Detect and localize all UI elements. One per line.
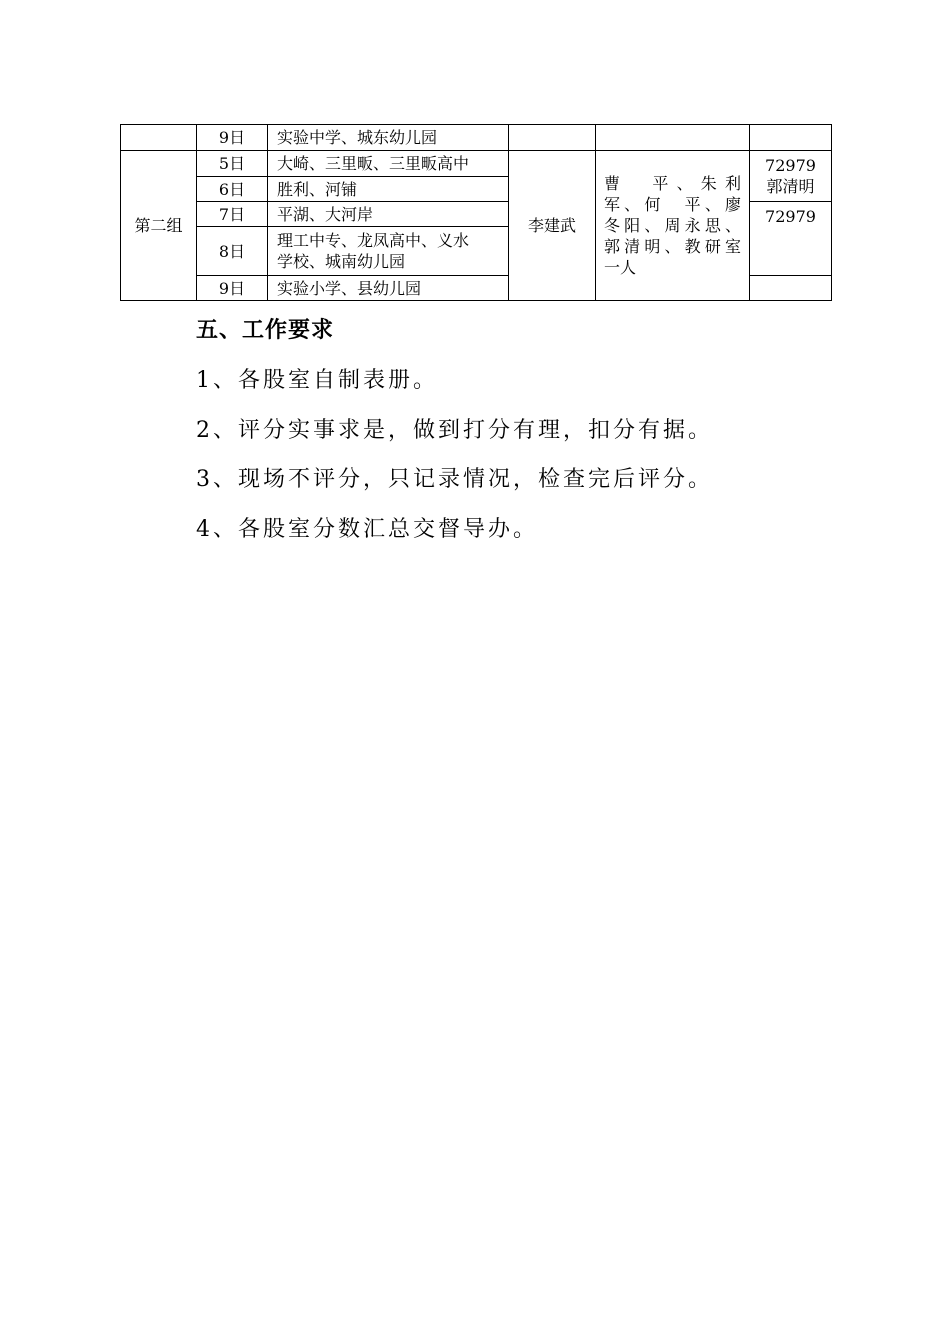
table-row [121, 125, 832, 151]
schools-cell [268, 227, 509, 276]
members-line: 一人 [604, 258, 637, 277]
members-line: 郭清明、教研室 [604, 237, 741, 256]
day-cell: 8日 [197, 227, 268, 276]
group-cell-empty [121, 125, 197, 151]
members-line: 冬阳、周永思、 [604, 216, 741, 235]
day-cell: 9日 [197, 125, 268, 151]
requirement-item: 1、各股室自制表册。 [196, 368, 438, 393]
schools-cell: 平湖、大河岸 [268, 202, 509, 227]
day-cell: 9日 [197, 276, 268, 301]
inspection-schedule-table [120, 124, 832, 301]
members-list [604, 173, 741, 278]
members-cell [596, 151, 750, 301]
phone-cell-top [750, 151, 832, 202]
schools-cell: 大崎、三里畈、三里畈高中 [268, 151, 509, 177]
table-row [121, 151, 832, 177]
requirement-item: 2、评分实事求是，做到打分有理，扣分有据。 [196, 418, 713, 443]
day-cell: 5日 [197, 151, 268, 177]
schools-cell: 实验小学、县幼儿园 [268, 276, 509, 301]
section-heading: 五、工作要求 [196, 318, 335, 343]
day-cell: 6日 [197, 177, 268, 202]
phone-cell-empty [750, 276, 832, 301]
members-line: 曹 平、朱利 [604, 174, 741, 193]
schools-cell: 实验中学、城东幼儿园 [268, 125, 509, 151]
phone-number: 72979 [765, 156, 816, 175]
phone-contact-name: 郭清明 [766, 177, 815, 196]
members-cell-empty [596, 125, 750, 151]
day-cell: 7日 [197, 202, 268, 227]
phone-cell-mid: 72979 [750, 202, 832, 276]
schools-cell: 胜利、河铺 [268, 177, 509, 202]
requirement-item: 3、现场不评分，只记录情况，检查完后评分。 [196, 467, 713, 492]
phone-cell-empty [750, 125, 832, 151]
group-name-cell: 第二组 [121, 151, 197, 301]
requirement-item: 4、各股室分数汇总交督导办。 [196, 517, 538, 542]
leader-cell-empty [509, 125, 596, 151]
schools-line: 学校、城南幼儿园 [277, 252, 406, 271]
schools-line: 理工中专、龙凤高中、义水 [277, 231, 470, 250]
leader-cell: 李建武 [509, 151, 596, 301]
members-line: 军、何 平、廖 [604, 195, 741, 214]
